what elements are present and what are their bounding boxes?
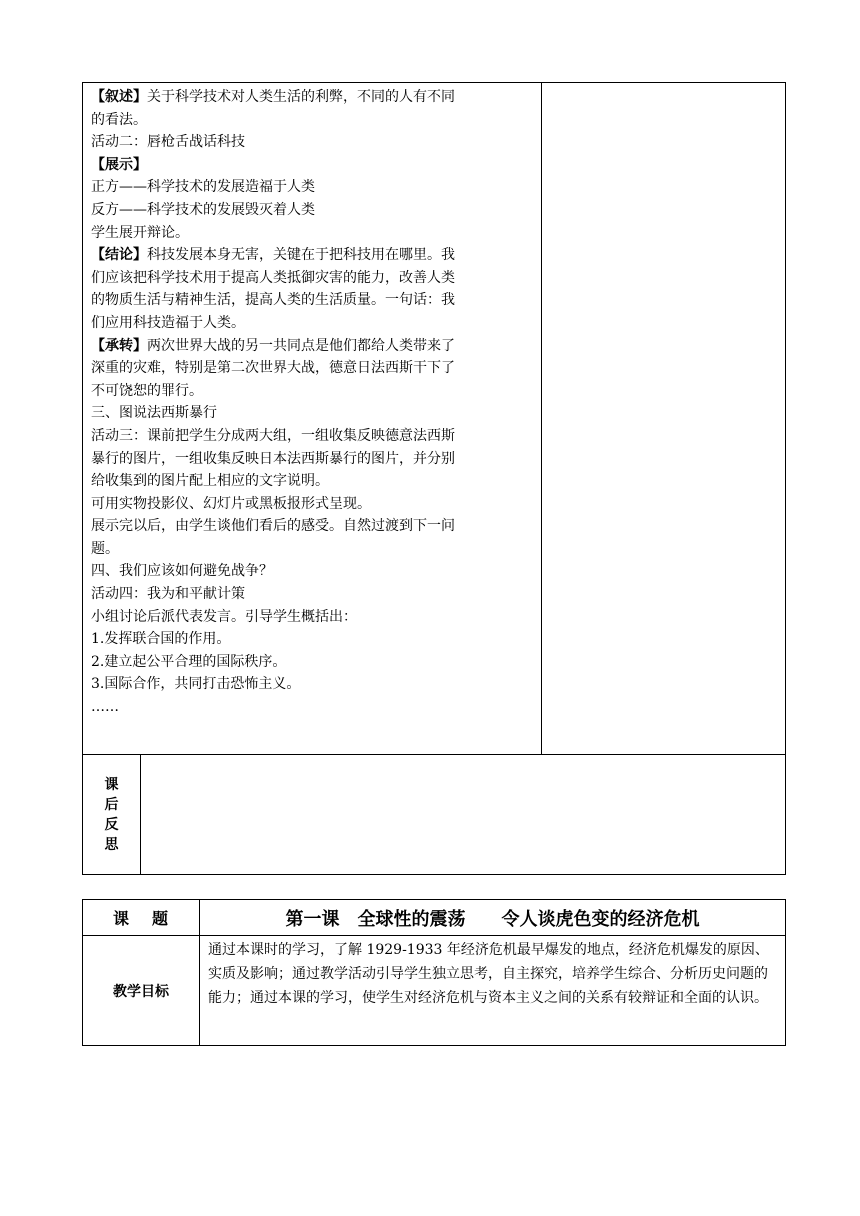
lesson-line-text: 活动三：课前把学生分成两大组，一组收集反映德意法西斯 xyxy=(91,427,455,444)
lesson-line xyxy=(91,606,541,629)
lesson-line-text: 学生展开辩论。 xyxy=(91,224,189,241)
lesson-line-text: 反方——科学技术的发展毁灭着人类 xyxy=(91,201,315,218)
lesson-line-text: 3.国际合作，共同打击恐怖主义。 xyxy=(91,676,301,693)
lesson-line xyxy=(91,86,541,109)
lesson-line xyxy=(91,515,541,538)
lesson-line-text: 小组讨论后派代表发言。引导学生概括出： xyxy=(91,608,357,625)
lesson-line xyxy=(91,244,541,267)
reflection-label-char: 课 xyxy=(104,776,119,793)
lesson-line xyxy=(91,628,541,651)
section-marker: 【承转】 xyxy=(91,337,147,354)
lesson-line-text: 展示完以后，由学生谈他们看后的感受。自然过渡到下一问 xyxy=(91,518,455,535)
lesson-line-text: 活动四：我为和平献计策 xyxy=(91,586,245,603)
lesson-line-text: 不可饶恕的罪行。 xyxy=(91,382,203,399)
course-label-char: 课 xyxy=(112,909,130,928)
section-marker: 【叙述】 xyxy=(91,89,147,105)
reflection-content-cell xyxy=(141,755,785,874)
course-label-char: 题 xyxy=(152,909,170,928)
lesson-line xyxy=(91,402,541,425)
lesson-line xyxy=(91,380,541,403)
lesson-line-text: 正方——科学技术的发展造福于人类 xyxy=(91,179,315,196)
lesson-line-text: 们应用科技造福于人类。 xyxy=(91,314,245,331)
lesson-line xyxy=(91,312,541,335)
section-marker: 【展示】 xyxy=(91,156,147,173)
lesson-line-text: 三、图说法西斯暴行 xyxy=(91,405,217,422)
lesson-line xyxy=(91,696,541,719)
lesson-line-text: 的物质生活与精神生活，提高人类的生活质量。一句话：我 xyxy=(91,292,455,309)
lesson-line-text: 关于科学技术对人类生活的利弊，不同的人有不同 xyxy=(147,89,455,105)
lesson-line-text: 2.建立起公平合理的国际秩序。 xyxy=(91,653,287,670)
course-title: 第一课 全球性的震荡 令人谈虎色变的经济危机 xyxy=(285,908,700,930)
lesson-body-cell xyxy=(83,83,542,755)
lesson-line xyxy=(91,470,541,493)
lesson-line xyxy=(91,267,541,290)
lesson-line xyxy=(91,425,541,448)
lesson-line-text: 科技发展本身无害，关键在于把科技用在哪里。我 xyxy=(147,247,455,264)
lesson-line xyxy=(91,560,541,583)
reflection-label-char: 思 xyxy=(104,836,119,853)
teaching-goal-text: 通过本课时的学习，了解 1929-1933 年经济危机最早爆发的地点，经济危机爆发的原因、实质及影响；通过教学活动引导学生独立思考，自主探究，培养学生综合、分析历史问题的能力；通过本课的学习，使学生对经济危机与资本主义之间的关系有较辩证和全面的认识。 xyxy=(208,942,769,1006)
lesson-line xyxy=(91,651,541,674)
lesson-line xyxy=(91,131,541,154)
notes-cell xyxy=(542,83,785,755)
lesson-line-text: 们应该把科学技术用于提高人类抵御灾害的能力，改善人类 xyxy=(91,269,455,286)
lesson-line-text: 两次世界大战的另一共同点是他们都给人类带来了 xyxy=(147,337,455,354)
lesson-line-text: 的看法。 xyxy=(91,111,147,128)
lesson-line xyxy=(91,222,541,245)
lesson-line xyxy=(91,176,541,199)
lesson-line-text: 题。 xyxy=(91,540,119,557)
lesson-line-text: 可用实物投影仪、幻灯片或黑板报形式呈现。 xyxy=(91,495,371,512)
lesson-line-text: 四、我们应该如何避免战争？ xyxy=(91,563,273,580)
lesson-line-text: 给收集到的图片配上相应的文字说明。 xyxy=(91,473,329,490)
reflection-label xyxy=(83,755,141,874)
lesson-line-text: 深重的灾难，特别是第二次世界大战，德意日法西斯干下了 xyxy=(91,360,455,377)
lesson-line xyxy=(91,538,541,561)
lesson-line xyxy=(91,109,541,132)
lesson-line xyxy=(91,673,541,696)
lesson-header-table xyxy=(82,899,786,1046)
reflection-label-char: 后 xyxy=(104,796,119,813)
lesson-line-text: 1.发挥联合国的作用。 xyxy=(91,631,231,648)
course-label xyxy=(83,900,199,935)
lesson-line xyxy=(91,583,541,606)
lesson-line xyxy=(91,493,541,516)
lesson-line xyxy=(91,357,541,380)
lesson-line xyxy=(91,448,541,471)
teaching-goal-label: 教学目标 xyxy=(113,983,169,1000)
lesson-line xyxy=(91,154,541,177)
section-marker: 【结论】 xyxy=(91,247,147,264)
lesson-line-text: 活动二：唇枪舌战话科技 xyxy=(91,134,245,151)
lesson-line-text: …… xyxy=(91,699,119,716)
lesson-process-table xyxy=(82,82,786,875)
reflection-label-char: 反 xyxy=(104,816,119,833)
lesson-line-text: 暴行的图片，一组收集反映日本法西斯暴行的图片，并分别 xyxy=(91,450,455,467)
lesson-line xyxy=(91,335,541,358)
lesson-line xyxy=(91,199,541,222)
lesson-line xyxy=(91,289,541,312)
